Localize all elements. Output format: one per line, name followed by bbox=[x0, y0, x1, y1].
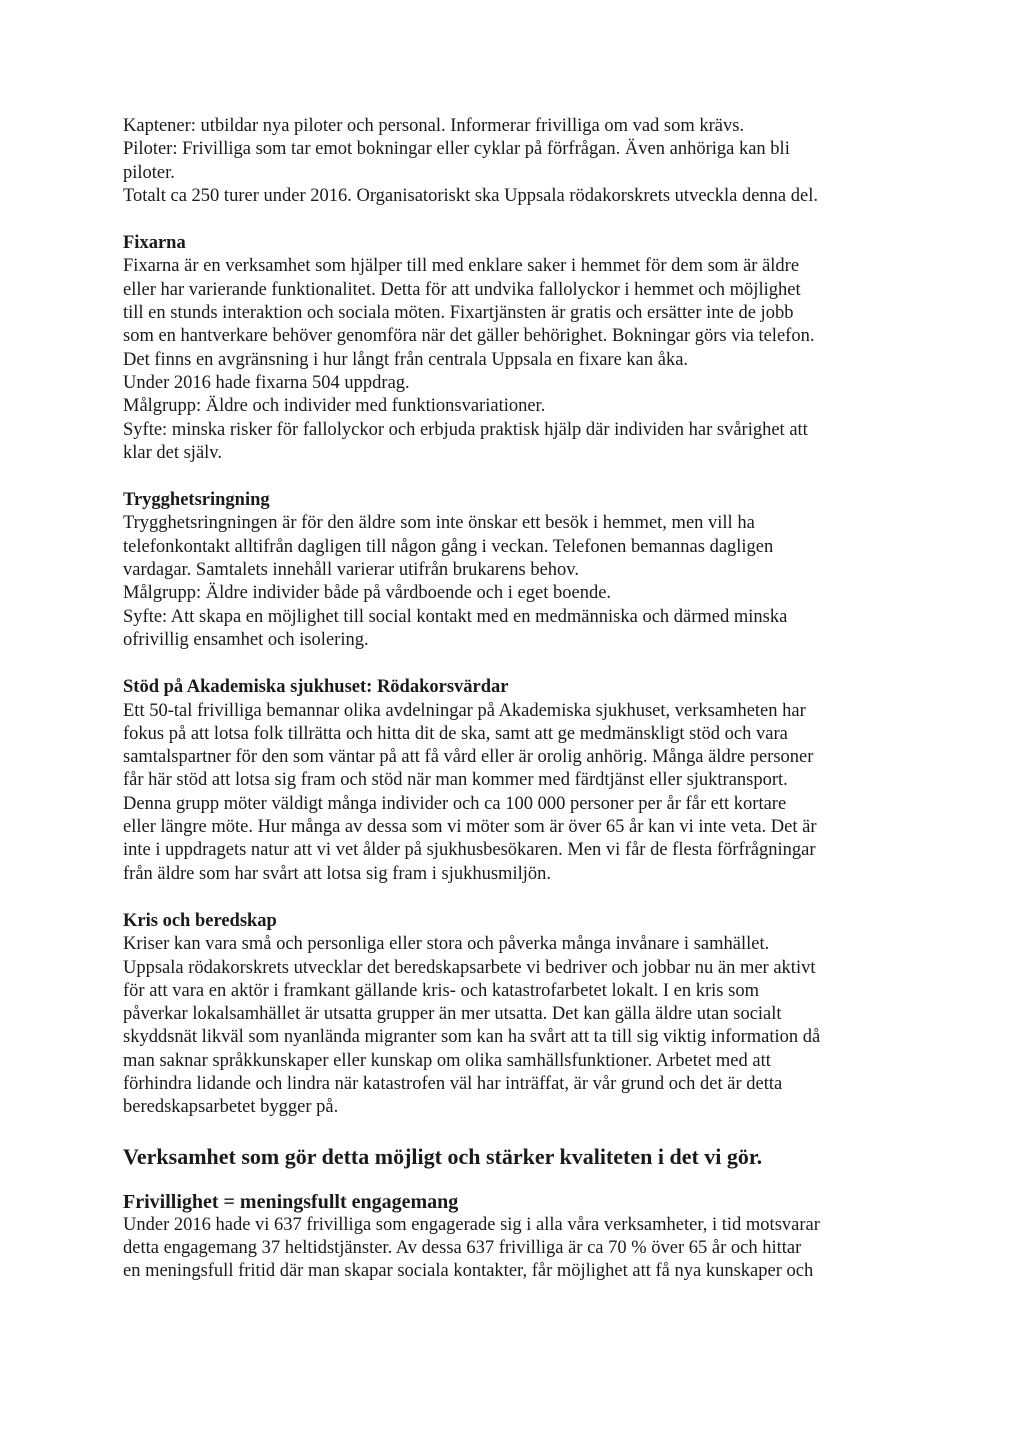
section-heading: Kris och beredskap bbox=[123, 910, 277, 931]
body-line: klar det själv. bbox=[123, 442, 222, 463]
body-line: Under 2016 hade fixarna 504 uppdrag. bbox=[123, 372, 410, 393]
body-line: Syfte: Att skapa en möjlighet till social kontakt med en medmänniska och därmed minska bbox=[123, 606, 788, 627]
section-heading: Fixarna bbox=[123, 233, 186, 254]
sub-heading: Frivillighet = meningsfullt engagemang bbox=[123, 1190, 459, 1213]
body-line: fokus på att lotsa folk tillrätta och hitta dit de ska, samt att ge medmänskligt stöd och vara bbox=[123, 723, 788, 744]
body-line: skyddsnät likväl som nyanlända migranter som kan ha svårt att ta till sig viktig information då bbox=[123, 1027, 821, 1048]
section-fixarna bbox=[123, 232, 913, 465]
section-frivillighet bbox=[123, 1190, 913, 1284]
section-trygghetsringning bbox=[123, 489, 913, 652]
body-line: får här stöd att lotsa sig fram och stöd när man kommer med färdtjänst eller sjuktransport. bbox=[123, 770, 788, 791]
body-line: Uppsala rödakorskrets utvecklar det beredskapsarbete vi bedriver och jobbar nu än mer aktivt bbox=[123, 957, 816, 978]
body-line: Kaptener: utbildar nya piloter och personal. Informerar frivilliga om vad som krävs. bbox=[123, 116, 745, 136]
body-line: detta engagemang 37 heltidstjänster. Av dessa 637 frivilliga är ca 70 % över 65 år och hittar bbox=[123, 1237, 802, 1258]
section-kris-och-beredskap bbox=[123, 910, 913, 1120]
intro-paragraph bbox=[123, 115, 913, 208]
body-line: telefonkontakt alltifrån dagligen till någon gång i veckan. Telefonen bemannas dagligen bbox=[123, 536, 774, 557]
body-line: som en hantverkare behöver genomföra när det gäller behörighet. Bokningar görs via telefon. bbox=[123, 326, 815, 347]
body-line: piloter. bbox=[123, 162, 175, 183]
body-line: påverkar lokalsamhället är utsatta grupper än mer utsatta. Det kan gälla äldre utan socialt bbox=[123, 1004, 782, 1025]
body-line: eller längre möte. Hur många av dessa som vi möter som är över 65 år kan vi inte veta. Det är bbox=[123, 817, 817, 838]
body-line: man saknar språkkunskaper eller kunskap om olika samhällsfunktioner. Arbetet med att bbox=[123, 1050, 771, 1071]
body-line: Under 2016 hade vi 637 frivilliga som engagerade sig i alla våra verksamheter, i tid motsvarar bbox=[123, 1214, 820, 1235]
section-heading: Trygghetsringning bbox=[123, 490, 270, 511]
body-line: Syfte: minska risker för fallolyckor och erbjuda praktisk hjälp där individen har svårighet att bbox=[123, 419, 808, 440]
body-line: en meningsfull fritid där man skapar sociala kontakter, får möjlighet att få nya kunskaper och bbox=[123, 1261, 814, 1282]
body-line: ofrivillig ensamhet och isolering. bbox=[123, 629, 369, 650]
body-line: vardagar. Samtalets innehåll varierar utifrån brukarens behov. bbox=[123, 560, 579, 581]
body-line: Ett 50-tal frivilliga bemannar olika avdelningar på Akademiska sjukhuset, verksamheten har bbox=[123, 700, 806, 721]
main-heading: Verksamhet som gör detta möjligt och stärker kvaliteten i det vi gör. bbox=[123, 1143, 763, 1169]
body-line: eller har varierande funktionalitet. Detta för att undvika fallolyckor i hemmet och möjlighet bbox=[123, 279, 801, 300]
body-line: från äldre som har svårt att lotsa sig fram i sjukhusmiljön. bbox=[123, 863, 551, 884]
body-line: Fixarna är en verksamhet som hjälper till med enklare saker i hemmet för dem som är äldre bbox=[123, 256, 800, 277]
section-heading: Stöd på Akademiska sjukhuset: Rödakorsvärdar bbox=[123, 677, 509, 698]
body-line: för att vara en aktör i framkant gällande kris- och katastrofarbetet lokalt. I en kris som bbox=[123, 980, 759, 1001]
body-line: inte i uppdragets natur att vi vet ålder på sjukhusbesökaren. Men vi får de flesta förfrågningar bbox=[123, 840, 816, 861]
document-page bbox=[123, 115, 913, 1283]
body-line: Målgrupp: Äldre och individer med funktionsvariationer. bbox=[123, 396, 546, 417]
body-line: Totalt ca 250 turer under 2016. Organisatoriskt ska Uppsala rödakorskrets utveckla denna del. bbox=[123, 185, 818, 206]
section-rodakorsvardar bbox=[123, 676, 913, 886]
body-line: förhindra lidande och lindra när katastrofen väl har inträffat, är vår grund och det är detta bbox=[123, 1073, 783, 1094]
body-line: till en stunds interaktion och sociala möten. Fixartjänsten är gratis och ersätter inte de jobb bbox=[123, 303, 794, 324]
body-line: Piloter: Frivilliga som tar emot bokningar eller cyklar på förfrågan. Även anhöriga kan bli bbox=[123, 139, 790, 160]
body-line: Kriser kan vara små och personliga eller stora och påverka många invånare i samhället. bbox=[123, 934, 770, 955]
body-line: Trygghetsringningen är för den äldre som inte önskar ett besök i hemmet, men vill ha bbox=[123, 513, 755, 534]
body-line: Målgrupp: Äldre individer både på vårdboende och i eget boende. bbox=[123, 583, 612, 604]
body-line: samtalspartner för den som väntar på att få vård eller är orolig anhörig. Många äldre personer bbox=[123, 747, 814, 768]
body-line: Denna grupp möter väldigt många individer och ca 100 000 personer per år får ett kortare bbox=[123, 793, 787, 814]
body-line: Det finns en avgränsning i hur långt från centrala Uppsala en fixare kan åka. bbox=[123, 349, 689, 370]
body-line: beredskapsarbetet bygger på. bbox=[123, 1097, 339, 1118]
